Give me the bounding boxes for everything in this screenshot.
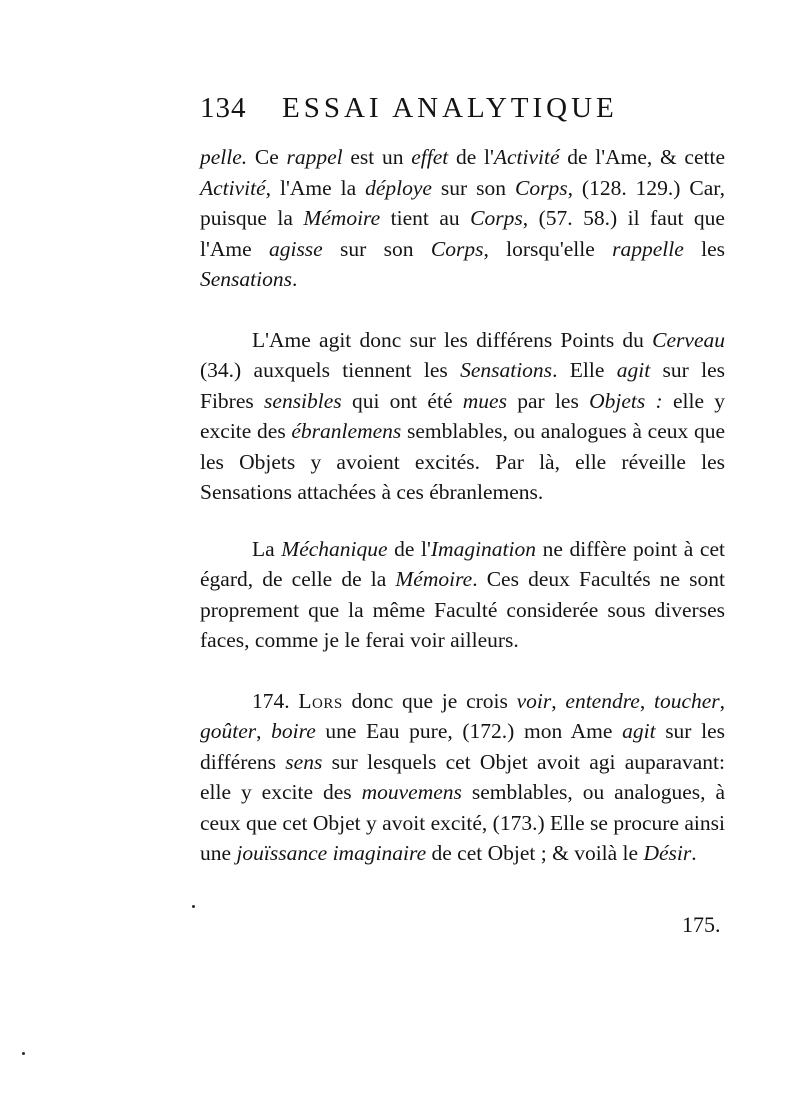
italic-text-run: Corps	[470, 206, 523, 230]
italic-text-run: Sensations	[200, 267, 292, 291]
text-run: sur les différens	[200, 719, 725, 774]
italic-text-run: goûter	[200, 719, 257, 743]
text-run: ,	[719, 688, 726, 713]
paragraph-3	[200, 534, 725, 656]
italic-text-run: Sensations	[460, 358, 553, 382]
text-run: L'Ame agit donc sur les différens Points du	[252, 327, 653, 352]
italic-text-run: Objets :	[589, 388, 663, 413]
ink-speck	[22, 1052, 25, 1055]
text-run: par les	[506, 388, 590, 413]
text-run: ,	[256, 719, 272, 743]
running-head: ESSAI ANALYTIQUE	[282, 92, 618, 124]
italic-text-run: pelle.	[200, 145, 248, 169]
page-number: 134	[200, 92, 247, 124]
italic-text-run: voir	[516, 688, 552, 713]
text-run: La	[252, 536, 282, 561]
italic-text-run: Imagination	[430, 536, 536, 561]
italic-text-run: agit	[622, 719, 656, 743]
text-run: semblables, ou analogues à ceux que les Objets y avoient excités. Par là, elle réveille les Sensations attachées à ces ébranlemens.	[200, 419, 725, 504]
text-run: de l'Ame, & cette	[559, 145, 725, 169]
text-run: ,	[551, 688, 566, 713]
text-run: Ce	[247, 145, 287, 169]
text-run: donc que je crois	[342, 688, 517, 713]
text-run: , (128. 129.) Car, puisque la	[200, 175, 725, 230]
italic-text-run: boire	[271, 719, 316, 743]
text-run: , lorsqu'elle	[483, 236, 613, 261]
italic-text-run: Désir	[643, 841, 692, 865]
text-run: . Ces deux Facultés ne sont proprement que la même Faculté considerée sous diverses faces, comme je le ferai voir ailleurs.	[200, 567, 726, 652]
text-run: est un	[342, 145, 412, 169]
italic-text-run: Mémoire	[395, 567, 473, 591]
italic-text-run: agisse	[268, 236, 323, 261]
italic-text-run: agit	[616, 358, 651, 382]
italic-text-run: rappel	[286, 145, 343, 169]
italic-text-run: sens	[285, 749, 323, 774]
italic-text-run: sensibles	[264, 388, 342, 413]
italic-text-run: Méchanique	[281, 536, 388, 561]
text-run: .	[691, 841, 697, 865]
page-header	[200, 92, 640, 132]
text-run: , l'Ame la	[265, 175, 366, 200]
text-run: semblables, ou analogues, à ceux que cet Objet y avoit excité, (173.) Elle se procure ainsi une	[200, 780, 725, 865]
text-run: sur son	[322, 236, 431, 261]
paragraph-4	[200, 686, 725, 869]
italic-text-run: Mémoire	[303, 206, 381, 230]
text-run: sur lesquels cet Objet avoit agi auparavant: elle y excite des	[200, 749, 725, 804]
catchword: 175.	[682, 912, 721, 937]
text-run: , (57. 58.) il faut que l'Ame	[200, 206, 725, 261]
text-run: une Eau pure, (172.) mon Ame	[315, 719, 623, 743]
ink-speck	[192, 905, 195, 908]
paragraph-2	[200, 325, 725, 508]
text-run: de l'	[448, 145, 494, 169]
text-run: qui ont été	[341, 388, 463, 413]
text-run: .	[291, 267, 298, 291]
text-run: de cet Objet ; & voilà le	[426, 841, 644, 865]
text-run: Lors	[298, 688, 343, 713]
paragraph-1	[200, 142, 725, 295]
text-run: sur les Fibres	[200, 358, 725, 413]
text-run: sur son	[431, 175, 515, 200]
italic-text-run: Activité	[493, 145, 560, 169]
italic-text-run: rappelle	[612, 236, 684, 261]
italic-text-run: mues	[462, 388, 507, 413]
text-run: (34.) auxquels tiennent les	[200, 358, 461, 382]
italic-text-run: Cerveau	[652, 327, 725, 352]
italic-text-run: déploye	[365, 175, 432, 200]
italic-text-run: toucher	[653, 688, 720, 713]
text-run: les	[683, 236, 725, 261]
italic-text-run: mouvemens	[361, 780, 462, 804]
body-text	[200, 142, 725, 869]
text-run: tient au	[380, 206, 471, 230]
text-run: . Elle	[552, 358, 617, 382]
italic-text-run: ébranlemens	[291, 419, 402, 443]
italic-text-run: Activité	[200, 175, 266, 200]
italic-text-run: effet	[411, 145, 449, 169]
italic-text-run: Corps	[515, 175, 568, 200]
text-run: ne diffère point à cet égard, de celle de la	[200, 536, 725, 591]
text-run: de l'	[387, 536, 431, 561]
italic-text-run: entendre	[565, 688, 640, 713]
text-run: ,	[639, 688, 654, 713]
italic-text-run: jouïssance imaginaire	[236, 841, 427, 865]
text-run: elle y excite des	[200, 388, 726, 443]
italic-text-run: Corps	[430, 236, 484, 261]
text-run: 174.	[252, 688, 299, 713]
